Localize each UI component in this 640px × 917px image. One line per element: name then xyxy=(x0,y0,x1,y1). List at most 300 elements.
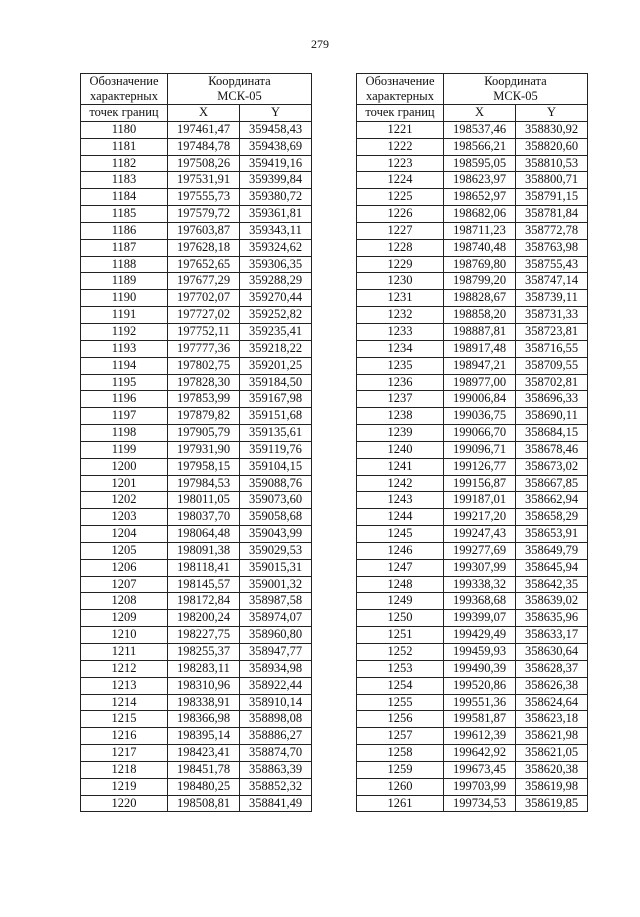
point-number-cell: 1186 xyxy=(81,222,168,239)
table-row xyxy=(81,256,312,273)
table-row xyxy=(357,307,588,324)
table-row xyxy=(81,559,312,576)
point-number-cell: 1260 xyxy=(357,778,444,795)
y-coordinate-cell: 358781,84 xyxy=(516,206,588,223)
point-number-cell: 1255 xyxy=(357,694,444,711)
y-coordinate-cell: 358898,08 xyxy=(240,711,312,728)
point-number-cell: 1209 xyxy=(81,610,168,627)
table-row xyxy=(357,475,588,492)
y-coordinate-cell: 358960,80 xyxy=(240,627,312,644)
y-coordinate-cell: 358667,85 xyxy=(516,475,588,492)
table-row xyxy=(357,425,588,442)
x-coordinate-cell: 199673,45 xyxy=(444,761,516,778)
point-number-cell: 1202 xyxy=(81,492,168,509)
y-coordinate-cell: 359270,44 xyxy=(240,290,312,307)
y-coordinate-cell: 359015,31 xyxy=(240,559,312,576)
table-row xyxy=(81,138,312,155)
x-coordinate-cell: 197531,91 xyxy=(168,172,240,189)
point-number-cell: 1181 xyxy=(81,138,168,155)
y-coordinate-cell: 359458,43 xyxy=(240,121,312,138)
point-number-cell: 1261 xyxy=(357,795,444,812)
x-coordinate-cell: 197652,65 xyxy=(168,256,240,273)
table-row xyxy=(81,509,312,526)
point-number-cell: 1207 xyxy=(81,576,168,593)
header-coord-line: МСК-05 xyxy=(217,89,262,103)
header-coord-line: МСК-05 xyxy=(493,89,538,103)
x-coordinate-cell: 198480,25 xyxy=(168,778,240,795)
table-row xyxy=(357,576,588,593)
x-coordinate-cell: 197461,47 xyxy=(168,121,240,138)
point-number-cell: 1180 xyxy=(81,121,168,138)
y-coordinate-cell: 358772,78 xyxy=(516,222,588,239)
x-coordinate-cell: 198799,20 xyxy=(444,273,516,290)
y-coordinate-cell: 358623,18 xyxy=(516,711,588,728)
x-coordinate-cell: 198769,80 xyxy=(444,256,516,273)
y-coordinate-cell: 358633,17 xyxy=(516,627,588,644)
table-row xyxy=(357,559,588,576)
y-coordinate-cell: 358763,98 xyxy=(516,239,588,256)
x-coordinate-cell: 199581,87 xyxy=(444,711,516,728)
point-number-cell: 1184 xyxy=(81,189,168,206)
x-coordinate-cell: 198711,23 xyxy=(444,222,516,239)
point-number-cell: 1237 xyxy=(357,391,444,408)
x-coordinate-cell: 198740,48 xyxy=(444,239,516,256)
x-coordinate-cell: 198858,20 xyxy=(444,307,516,324)
y-coordinate-cell: 359073,60 xyxy=(240,492,312,509)
x-coordinate-cell: 197555,73 xyxy=(168,189,240,206)
x-coordinate-cell: 198537,46 xyxy=(444,121,516,138)
point-number-cell: 1242 xyxy=(357,475,444,492)
table-row xyxy=(81,340,312,357)
x-coordinate-cell: 199399,07 xyxy=(444,610,516,627)
table-row xyxy=(357,441,588,458)
x-coordinate-cell: 197853,99 xyxy=(168,391,240,408)
table-row xyxy=(357,408,588,425)
table-row xyxy=(357,121,588,138)
table-row xyxy=(357,627,588,644)
x-coordinate-cell: 198310,96 xyxy=(168,677,240,694)
y-coordinate-cell: 358628,37 xyxy=(516,660,588,677)
table-row xyxy=(81,694,312,711)
point-number-cell: 1254 xyxy=(357,677,444,694)
page-number: 279 xyxy=(311,37,329,51)
table-row xyxy=(81,391,312,408)
coordinates-table-right xyxy=(356,73,588,812)
x-coordinate-cell: 198011,05 xyxy=(168,492,240,509)
table-row xyxy=(357,492,588,509)
y-coordinate-cell: 358649,79 xyxy=(516,542,588,559)
table-row xyxy=(357,222,588,239)
point-number-cell: 1233 xyxy=(357,323,444,340)
table-row xyxy=(81,677,312,694)
x-coordinate-cell: 199096,71 xyxy=(444,441,516,458)
y-coordinate-cell: 358709,55 xyxy=(516,357,588,374)
point-number-cell: 1200 xyxy=(81,458,168,475)
table-row xyxy=(81,155,312,172)
y-coordinate-cell: 358820,60 xyxy=(516,138,588,155)
x-coordinate-cell: 197828,30 xyxy=(168,374,240,391)
table-row xyxy=(81,542,312,559)
y-coordinate-cell: 359288,29 xyxy=(240,273,312,290)
y-coordinate-cell: 358731,33 xyxy=(516,307,588,324)
table-row xyxy=(357,357,588,374)
y-coordinate-cell: 358624,64 xyxy=(516,694,588,711)
y-coordinate-cell: 359001,32 xyxy=(240,576,312,593)
y-coordinate-cell: 359218,22 xyxy=(240,340,312,357)
table-row xyxy=(81,323,312,340)
point-number-cell: 1229 xyxy=(357,256,444,273)
y-coordinate-cell: 359399,84 xyxy=(240,172,312,189)
point-number-cell: 1235 xyxy=(357,357,444,374)
x-coordinate-cell: 198395,14 xyxy=(168,728,240,745)
point-number-cell: 1258 xyxy=(357,745,444,762)
y-coordinate-cell: 358635,96 xyxy=(516,610,588,627)
point-number-cell: 1217 xyxy=(81,745,168,762)
x-coordinate-cell: 198828,67 xyxy=(444,290,516,307)
table-row xyxy=(81,172,312,189)
x-coordinate-cell: 198652,97 xyxy=(444,189,516,206)
table-row xyxy=(357,795,588,812)
point-number-cell: 1253 xyxy=(357,660,444,677)
point-number-cell: 1196 xyxy=(81,391,168,408)
point-number-cell: 1230 xyxy=(357,273,444,290)
y-coordinate-cell: 358841,49 xyxy=(240,795,312,812)
y-coordinate-cell: 359184,50 xyxy=(240,374,312,391)
header-y: Y xyxy=(516,105,588,122)
x-coordinate-cell: 197484,78 xyxy=(168,138,240,155)
y-coordinate-cell: 358755,43 xyxy=(516,256,588,273)
point-number-cell: 1225 xyxy=(357,189,444,206)
point-number-cell: 1228 xyxy=(357,239,444,256)
y-coordinate-cell: 358690,11 xyxy=(516,408,588,425)
table-row xyxy=(81,408,312,425)
y-coordinate-cell: 358747,14 xyxy=(516,273,588,290)
point-number-cell: 1195 xyxy=(81,374,168,391)
point-number-cell: 1214 xyxy=(81,694,168,711)
y-coordinate-cell: 358716,55 xyxy=(516,340,588,357)
table-row xyxy=(81,239,312,256)
x-coordinate-cell: 197677,29 xyxy=(168,273,240,290)
point-number-cell: 1240 xyxy=(357,441,444,458)
table-row xyxy=(81,711,312,728)
table-row xyxy=(357,694,588,711)
point-number-cell: 1259 xyxy=(357,761,444,778)
x-coordinate-cell: 197802,75 xyxy=(168,357,240,374)
point-number-cell: 1231 xyxy=(357,290,444,307)
table-row xyxy=(357,273,588,290)
point-number-cell: 1218 xyxy=(81,761,168,778)
point-number-cell: 1219 xyxy=(81,778,168,795)
point-number-cell: 1244 xyxy=(357,509,444,526)
x-coordinate-cell: 198064,48 xyxy=(168,526,240,543)
x-coordinate-cell: 199459,93 xyxy=(444,644,516,661)
y-coordinate-cell: 358673,02 xyxy=(516,458,588,475)
x-coordinate-cell: 198423,41 xyxy=(168,745,240,762)
point-number-cell: 1185 xyxy=(81,206,168,223)
x-coordinate-cell: 198595,05 xyxy=(444,155,516,172)
table-row xyxy=(81,425,312,442)
table-row xyxy=(81,644,312,661)
point-number-cell: 1210 xyxy=(81,627,168,644)
y-coordinate-cell: 358947,77 xyxy=(240,644,312,661)
table-row xyxy=(357,340,588,357)
x-coordinate-cell: 199368,68 xyxy=(444,593,516,610)
x-coordinate-cell: 198508,81 xyxy=(168,795,240,812)
table-row xyxy=(81,627,312,644)
table-row xyxy=(81,121,312,138)
y-coordinate-cell: 358684,15 xyxy=(516,425,588,442)
header-coord-line: Координата xyxy=(208,74,271,88)
point-number-cell: 1241 xyxy=(357,458,444,475)
point-number-cell: 1249 xyxy=(357,593,444,610)
x-coordinate-cell: 198682,06 xyxy=(444,206,516,223)
table-row xyxy=(357,138,588,155)
y-coordinate-cell: 358653,91 xyxy=(516,526,588,543)
y-coordinate-cell: 359104,15 xyxy=(240,458,312,475)
y-coordinate-cell: 359380,72 xyxy=(240,189,312,206)
x-coordinate-cell: 199520,86 xyxy=(444,677,516,694)
point-number-cell: 1250 xyxy=(357,610,444,627)
x-coordinate-cell: 198091,38 xyxy=(168,542,240,559)
point-number-cell: 1193 xyxy=(81,340,168,357)
header-label-line: точек границ xyxy=(357,105,444,122)
point-number-cell: 1234 xyxy=(357,340,444,357)
table-row xyxy=(357,189,588,206)
y-coordinate-cell: 358974,07 xyxy=(240,610,312,627)
table-row xyxy=(81,728,312,745)
point-number-cell: 1198 xyxy=(81,425,168,442)
point-number-cell: 1247 xyxy=(357,559,444,576)
point-number-cell: 1221 xyxy=(357,121,444,138)
table-row xyxy=(81,475,312,492)
x-coordinate-cell: 199429,49 xyxy=(444,627,516,644)
x-coordinate-cell: 197777,36 xyxy=(168,340,240,357)
y-coordinate-cell: 358620,38 xyxy=(516,761,588,778)
y-coordinate-cell: 359029,53 xyxy=(240,542,312,559)
point-number-cell: 1183 xyxy=(81,172,168,189)
point-number-cell: 1203 xyxy=(81,509,168,526)
table-row xyxy=(357,778,588,795)
point-number-cell: 1187 xyxy=(81,239,168,256)
point-number-cell: 1192 xyxy=(81,323,168,340)
point-number-cell: 1224 xyxy=(357,172,444,189)
y-coordinate-cell: 358723,81 xyxy=(516,323,588,340)
point-number-cell: 1182 xyxy=(81,155,168,172)
y-coordinate-cell: 358852,32 xyxy=(240,778,312,795)
table-row xyxy=(357,206,588,223)
x-coordinate-cell: 199612,39 xyxy=(444,728,516,745)
point-number-cell: 1227 xyxy=(357,222,444,239)
table-row xyxy=(357,761,588,778)
point-number-cell: 1239 xyxy=(357,425,444,442)
x-coordinate-cell: 198947,21 xyxy=(444,357,516,374)
y-coordinate-cell: 359324,62 xyxy=(240,239,312,256)
x-coordinate-cell: 197984,53 xyxy=(168,475,240,492)
y-coordinate-cell: 358830,92 xyxy=(516,121,588,138)
x-coordinate-cell: 198227,75 xyxy=(168,627,240,644)
y-coordinate-cell: 358658,29 xyxy=(516,509,588,526)
point-number-cell: 1226 xyxy=(357,206,444,223)
table-row xyxy=(357,256,588,273)
point-number-cell: 1213 xyxy=(81,677,168,694)
table-row xyxy=(357,323,588,340)
table-row xyxy=(81,290,312,307)
y-coordinate-cell: 359343,11 xyxy=(240,222,312,239)
y-coordinate-cell: 359135,61 xyxy=(240,425,312,442)
table-row xyxy=(81,660,312,677)
x-coordinate-cell: 197879,82 xyxy=(168,408,240,425)
point-number-cell: 1211 xyxy=(81,644,168,661)
table-row xyxy=(357,542,588,559)
coordinates-table-left xyxy=(80,73,312,812)
table-row xyxy=(81,492,312,509)
y-coordinate-cell: 358800,71 xyxy=(516,172,588,189)
header-label-line: точек границ xyxy=(81,105,168,122)
header-label-line: Обозначение xyxy=(365,74,435,88)
y-coordinate-cell: 358987,58 xyxy=(240,593,312,610)
point-number-cell: 1220 xyxy=(81,795,168,812)
x-coordinate-cell: 197508,26 xyxy=(168,155,240,172)
y-coordinate-cell: 359167,98 xyxy=(240,391,312,408)
x-coordinate-cell: 197931,90 xyxy=(168,441,240,458)
point-number-cell: 1190 xyxy=(81,290,168,307)
x-coordinate-cell: 198338,91 xyxy=(168,694,240,711)
x-coordinate-cell: 197958,15 xyxy=(168,458,240,475)
point-number-cell: 1216 xyxy=(81,728,168,745)
header-x: X xyxy=(444,105,516,122)
y-coordinate-cell: 358810,53 xyxy=(516,155,588,172)
x-coordinate-cell: 198145,57 xyxy=(168,576,240,593)
point-number-cell: 1252 xyxy=(357,644,444,661)
point-number-cell: 1238 xyxy=(357,408,444,425)
point-number-cell: 1232 xyxy=(357,307,444,324)
y-coordinate-cell: 359438,69 xyxy=(240,138,312,155)
x-coordinate-cell: 199036,75 xyxy=(444,408,516,425)
y-coordinate-cell: 358874,70 xyxy=(240,745,312,762)
point-number-cell: 1208 xyxy=(81,593,168,610)
point-number-cell: 1243 xyxy=(357,492,444,509)
table-row xyxy=(357,728,588,745)
header-point-designation xyxy=(357,74,444,105)
point-number-cell: 1205 xyxy=(81,542,168,559)
y-coordinate-cell: 358863,39 xyxy=(240,761,312,778)
point-number-cell: 1236 xyxy=(357,374,444,391)
x-coordinate-cell: 198623,97 xyxy=(444,172,516,189)
x-coordinate-cell: 198366,98 xyxy=(168,711,240,728)
point-number-cell: 1201 xyxy=(81,475,168,492)
y-coordinate-cell: 359361,81 xyxy=(240,206,312,223)
x-coordinate-cell: 199156,87 xyxy=(444,475,516,492)
header-label-line: характерных xyxy=(90,89,158,103)
table-row xyxy=(81,307,312,324)
y-coordinate-cell: 358630,64 xyxy=(516,644,588,661)
y-coordinate-cell: 358678,46 xyxy=(516,441,588,458)
point-number-cell: 1246 xyxy=(357,542,444,559)
table-row xyxy=(357,290,588,307)
table-row xyxy=(81,458,312,475)
x-coordinate-cell: 198887,81 xyxy=(444,323,516,340)
x-coordinate-cell: 199490,39 xyxy=(444,660,516,677)
table-row xyxy=(357,509,588,526)
table-row xyxy=(357,239,588,256)
point-number-cell: 1199 xyxy=(81,441,168,458)
x-coordinate-cell: 199307,99 xyxy=(444,559,516,576)
header-point-designation xyxy=(81,74,168,105)
y-coordinate-cell: 359235,41 xyxy=(240,323,312,340)
table-row xyxy=(81,374,312,391)
x-coordinate-cell: 197905,79 xyxy=(168,425,240,442)
y-coordinate-cell: 358922,44 xyxy=(240,677,312,694)
x-coordinate-cell: 199187,01 xyxy=(444,492,516,509)
y-coordinate-cell: 358696,33 xyxy=(516,391,588,408)
table-row xyxy=(357,155,588,172)
y-coordinate-cell: 358702,81 xyxy=(516,374,588,391)
x-coordinate-cell: 198566,21 xyxy=(444,138,516,155)
point-number-cell: 1189 xyxy=(81,273,168,290)
y-coordinate-cell: 358639,02 xyxy=(516,593,588,610)
table-row xyxy=(357,677,588,694)
x-coordinate-cell: 198255,37 xyxy=(168,644,240,661)
y-coordinate-cell: 359043,99 xyxy=(240,526,312,543)
table-row xyxy=(357,660,588,677)
y-coordinate-cell: 359058,68 xyxy=(240,509,312,526)
x-coordinate-cell: 199006,84 xyxy=(444,391,516,408)
y-coordinate-cell: 359151,68 xyxy=(240,408,312,425)
table-row xyxy=(81,273,312,290)
x-coordinate-cell: 199247,43 xyxy=(444,526,516,543)
point-number-cell: 1188 xyxy=(81,256,168,273)
point-number-cell: 1223 xyxy=(357,155,444,172)
point-number-cell: 1215 xyxy=(81,711,168,728)
y-coordinate-cell: 358621,98 xyxy=(516,728,588,745)
x-coordinate-cell: 199066,70 xyxy=(444,425,516,442)
x-coordinate-cell: 198118,41 xyxy=(168,559,240,576)
point-number-cell: 1256 xyxy=(357,711,444,728)
y-coordinate-cell: 358739,11 xyxy=(516,290,588,307)
y-coordinate-cell: 358910,14 xyxy=(240,694,312,711)
point-number-cell: 1222 xyxy=(357,138,444,155)
y-coordinate-cell: 358642,35 xyxy=(516,576,588,593)
table-row xyxy=(81,745,312,762)
y-coordinate-cell: 358934,98 xyxy=(240,660,312,677)
x-coordinate-cell: 197727,02 xyxy=(168,307,240,324)
table-body xyxy=(81,121,312,812)
header-coordinate xyxy=(168,74,312,105)
y-coordinate-cell: 359201,25 xyxy=(240,357,312,374)
x-coordinate-cell: 197603,87 xyxy=(168,222,240,239)
y-coordinate-cell: 358626,38 xyxy=(516,677,588,694)
x-coordinate-cell: 198917,48 xyxy=(444,340,516,357)
point-number-cell: 1197 xyxy=(81,408,168,425)
y-coordinate-cell: 358662,94 xyxy=(516,492,588,509)
y-coordinate-cell: 358791,15 xyxy=(516,189,588,206)
header-label-line: Обозначение xyxy=(89,74,159,88)
table-row xyxy=(81,576,312,593)
x-coordinate-cell: 199734,53 xyxy=(444,795,516,812)
y-coordinate-cell: 358645,94 xyxy=(516,559,588,576)
header-coord-line: Координата xyxy=(484,74,547,88)
table-row xyxy=(357,172,588,189)
table-row xyxy=(357,745,588,762)
table-row xyxy=(357,374,588,391)
x-coordinate-cell: 198977,00 xyxy=(444,374,516,391)
table-body xyxy=(357,121,588,812)
point-number-cell: 1204 xyxy=(81,526,168,543)
table-row xyxy=(81,441,312,458)
x-coordinate-cell: 198172,84 xyxy=(168,593,240,610)
table-row xyxy=(357,458,588,475)
point-number-cell: 1245 xyxy=(357,526,444,543)
